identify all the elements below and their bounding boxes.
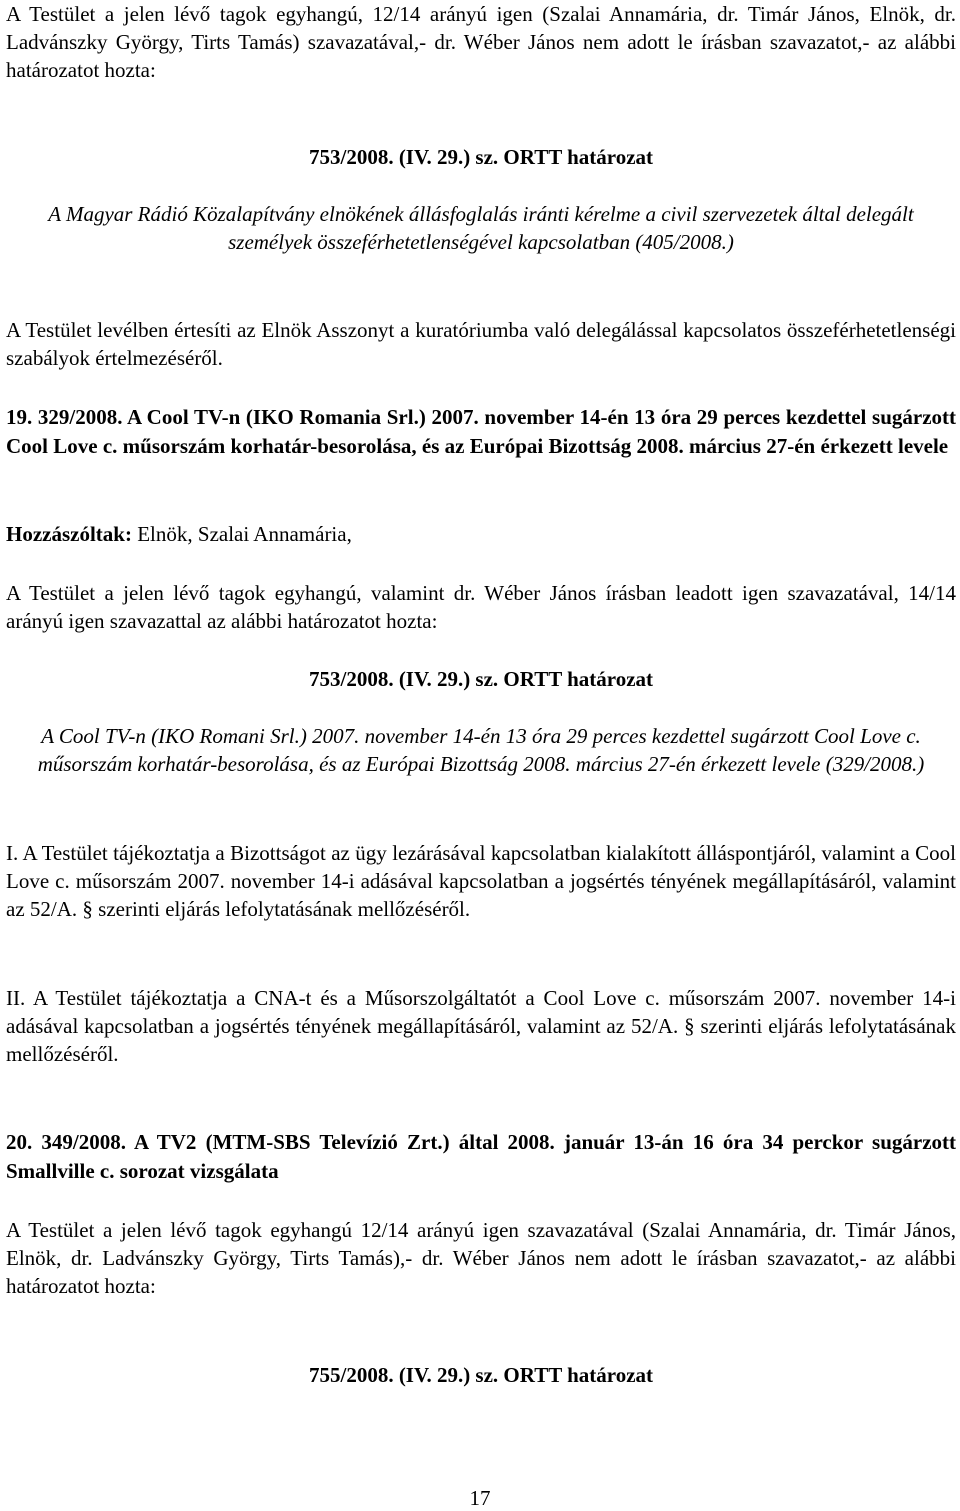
agenda-item-19-text: 19. 329/2008. A Cool TV-n (IKO Romania Srl.) 2007. november 14-én 13 óra 29 perces kezdettel sugárzott Cool Love c. műsorszám korhatár-besorolása, és az Európai Bizottság 2008. március 27-én érkezett levele	[6, 405, 956, 458]
resolution-2-point-2	[6, 984, 956, 1068]
resolution-1-subject	[6, 200, 956, 256]
resolution-1-body	[6, 316, 956, 372]
resolution-title-text-3: 755/2008. (IV. 29.) sz. ORTT határozat	[308, 1363, 654, 1387]
page-number: 17	[469, 1486, 491, 1510]
resolution-1-title	[6, 143, 956, 171]
resolution-subject-text-2: A Cool TV-n (IKO Romani Srl.) 2007. november 14-én 13 óra 29 perces kezdettel sugárzott Cool Love c. műsorszám korhatár-besorolása, és az Európai Bizottság 2008. március 27-én érkezett levele (329/2008.)	[37, 724, 925, 776]
commenters-text	[6, 520, 956, 548]
resolution-title-text-1: 753/2008. (IV. 29.) sz. ORTT határozat	[308, 145, 654, 169]
vote-text-1: A Testület a jelen lévő tagok egyhangú, 12/14 arányú igen (Szalai Annamária, dr. Timár János, Elnök, dr. Ladvánszky György, Tirts Tamás) szavazatával,- dr. Wéber János nem adott le írásban szavazatot,- az alábbi határozatot hozta:	[6, 2, 956, 82]
resolution-2-point-1	[6, 839, 956, 923]
vote-paragraph-2	[6, 579, 956, 635]
commenters-label: Hozzászóltak:	[6, 522, 132, 546]
resolution-point-1-text: I. A Testület tájékoztatja a Bizottságot az ügy lezárásával kapcsolatban kialakított álláspontjáról, valamint a Cool Love c. műsorszám 2007. november 14-i adásával kapcsolatban a jogsértés tényének megállapításáról, valamint az 52/A. § szerinti eljárás lefolytatásának mellőzéséről.	[6, 841, 956, 921]
vote-paragraph-3	[6, 1216, 956, 1300]
vote-text-3: A Testület a jelen lévő tagok egyhangú 12/14 arányú igen szavazatával (Szalai Annamária, dr. Timár János, Elnök, dr. Ladvánszky György, Tirts Tamás),- dr. Wéber János nem adott le írásban szavazatot,- az alábbi határozatot hozta:	[6, 1218, 956, 1298]
agenda-item-19-heading	[6, 403, 956, 461]
vote-text-2: A Testület a jelen lévő tagok egyhangú, valamint dr. Wéber János írásban leadott igen szavazatával, 14/14 arányú igen szavazattal az alábbi határozatot hozta:	[6, 581, 956, 633]
resolution-title-text-2: 753/2008. (IV. 29.) sz. ORTT határozat	[308, 667, 654, 691]
commenters-names: Elnök, Szalai Annamária,	[131, 522, 352, 546]
commenters-line	[6, 520, 956, 548]
resolution-3-title	[6, 1361, 956, 1389]
resolution-subject-text-1: A Magyar Rádió Közalapítvány elnökének állásfoglalás iránti kérelme a civil szervezetek által delegált személyek összeférhetetlenségével kapcsolatban (405/2008.)	[48, 202, 914, 254]
resolution-2-title	[6, 665, 956, 693]
resolution-2-subject	[6, 722, 956, 778]
vote-paragraph-1	[6, 0, 956, 84]
agenda-item-20-text: 20. 349/2008. A TV2 (MTM-SBS Televízió Zrt.) által 2008. január 13-án 16 óra 34 perckor sugárzott Smallville c. sorozat vizsgálata	[6, 1130, 956, 1183]
resolution-point-2-text: II. A Testület tájékoztatja a CNA-t és a Műsorszolgáltatót a Cool Love c. műsorszám 2007. november 14-i adásával kapcsolatban a jogsértés tényének megállapításáról, valamint az 52/A. § szerinti eljárás lefolytatásának mellőzéséről.	[6, 986, 956, 1066]
resolution-body-text-1: A Testület levélben értesíti az Elnök Asszonyt a kuratóriumba való delegálással kapcsolatos összeférhetetlenségi szabályok értelmezéséről.	[6, 318, 956, 370]
agenda-item-20-heading	[6, 1128, 956, 1186]
